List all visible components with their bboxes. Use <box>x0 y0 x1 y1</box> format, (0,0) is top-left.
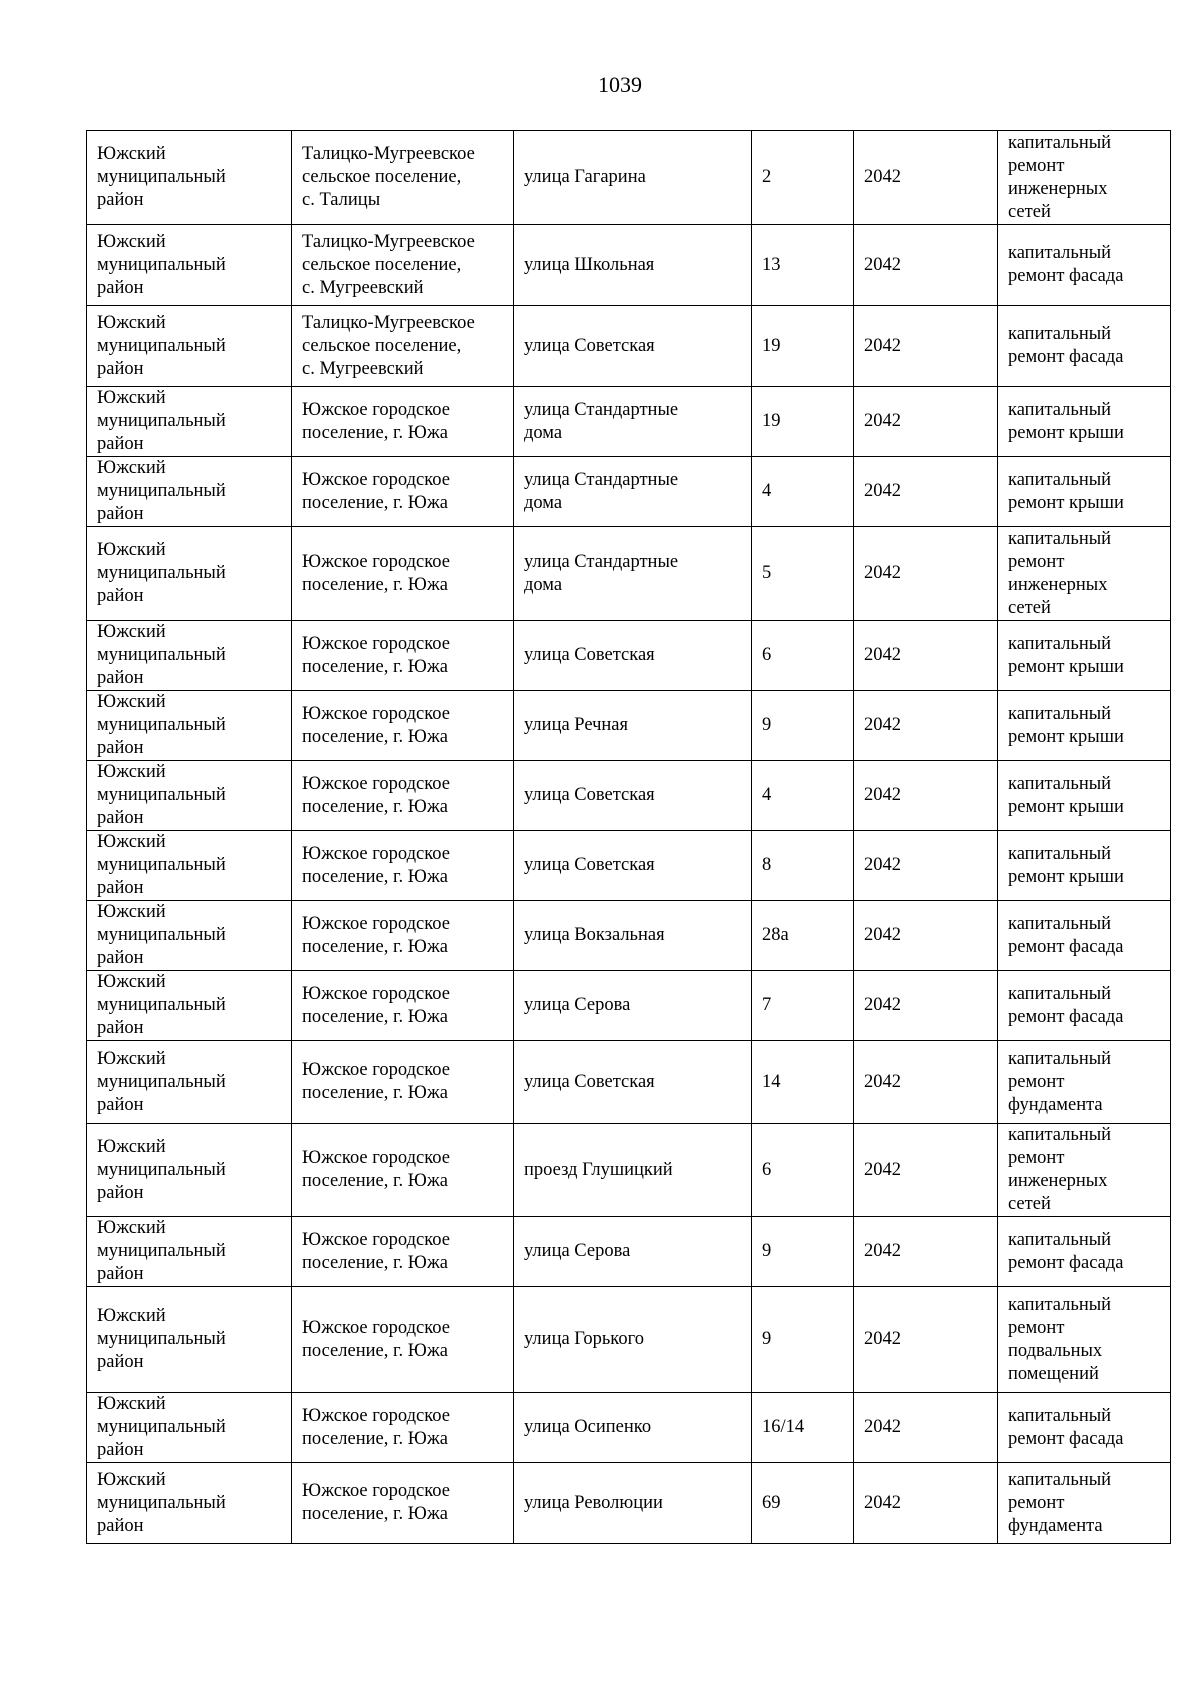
work-type-cell: капитальный ремонт крыши <box>998 831 1171 901</box>
house-number-cell: 16/14 <box>752 1393 854 1463</box>
street-cell: улица Стандартные дома <box>514 387 752 457</box>
table-row <box>87 1217 1171 1287</box>
street-cell: улица Гагарина <box>514 131 752 225</box>
settlement-cell: Южское городское поселение, г. Южа <box>292 1287 514 1393</box>
street-cell: улица Стандартные дома <box>514 457 752 527</box>
district-cell: Южский муниципальный район <box>87 306 292 387</box>
table-row <box>87 761 1171 831</box>
table-row <box>87 1463 1171 1544</box>
work-type-cell: капитальный ремонт фасада <box>998 971 1171 1041</box>
year-cell: 2042 <box>854 1287 998 1393</box>
table-row <box>87 621 1171 691</box>
settlement-cell: Южское городское поселение, г. Южа <box>292 831 514 901</box>
district-cell: Южский муниципальный район <box>87 831 292 901</box>
year-cell: 2042 <box>854 225 998 306</box>
street-cell: улица Советская <box>514 1041 752 1124</box>
table-row <box>87 225 1171 306</box>
house-number-cell: 9 <box>752 691 854 761</box>
work-type-cell: капитальный ремонт инженерных сетей <box>998 131 1171 225</box>
house-number-cell: 8 <box>752 831 854 901</box>
street-cell: улица Революции <box>514 1463 752 1544</box>
year-cell: 2042 <box>854 1217 998 1287</box>
house-number-cell: 28а <box>752 901 854 971</box>
street-cell: улица Серова <box>514 971 752 1041</box>
work-type-cell: капитальный ремонт подвальных помещений <box>998 1287 1171 1393</box>
settlement-cell: Южское городское поселение, г. Южа <box>292 621 514 691</box>
table-row <box>87 691 1171 761</box>
table-row <box>87 1124 1171 1217</box>
work-type-cell: капитальный ремонт инженерных сетей <box>998 1124 1171 1217</box>
district-cell: Южский муниципальный район <box>87 971 292 1041</box>
street-cell: улица Вокзальная <box>514 901 752 971</box>
work-type-cell: капитальный ремонт фасада <box>998 1393 1171 1463</box>
house-number-cell: 19 <box>752 306 854 387</box>
house-number-cell: 69 <box>752 1463 854 1544</box>
work-type-cell: капитальный ремонт фундамента <box>998 1041 1171 1124</box>
work-type-cell: капитальный ремонт фасада <box>998 901 1171 971</box>
work-type-cell: капитальный ремонт фасада <box>998 306 1171 387</box>
settlement-cell: Южское городское поселение, г. Южа <box>292 1217 514 1287</box>
settlement-cell: Южское городское поселение, г. Южа <box>292 691 514 761</box>
settlement-cell: Южское городское поселение, г. Южа <box>292 1124 514 1217</box>
house-number-cell: 19 <box>752 387 854 457</box>
year-cell: 2042 <box>854 457 998 527</box>
street-cell: улица Речная <box>514 691 752 761</box>
district-cell: Южский муниципальный район <box>87 457 292 527</box>
street-cell: улица Стандартные дома <box>514 527 752 621</box>
settlement-cell: Южское городское поселение, г. Южа <box>292 971 514 1041</box>
work-type-cell: капитальный ремонт инженерных сетей <box>998 527 1171 621</box>
district-cell: Южский муниципальный район <box>87 131 292 225</box>
work-type-cell: капитальный ремонт крыши <box>998 761 1171 831</box>
house-number-cell: 6 <box>752 621 854 691</box>
work-type-cell: капитальный ремонт фундамента <box>998 1463 1171 1544</box>
year-cell: 2042 <box>854 1393 998 1463</box>
table-row <box>87 901 1171 971</box>
street-cell: улица Серова <box>514 1217 752 1287</box>
table-row <box>87 971 1171 1041</box>
district-cell: Южский муниципальный район <box>87 1463 292 1544</box>
house-number-cell: 6 <box>752 1124 854 1217</box>
street-cell: улица Советская <box>514 306 752 387</box>
settlement-cell: Южское городское поселение, г. Южа <box>292 457 514 527</box>
settlement-cell: Талицко-Мугреевское сельское поселение, с. Мугреевский <box>292 306 514 387</box>
street-cell: улица Советская <box>514 761 752 831</box>
settlement-cell: Южское городское поселение, г. Южа <box>292 1463 514 1544</box>
district-cell: Южский муниципальный район <box>87 387 292 457</box>
street-cell: улица Школьная <box>514 225 752 306</box>
table-row <box>87 1287 1171 1393</box>
year-cell: 2042 <box>854 691 998 761</box>
work-type-cell: капитальный ремонт крыши <box>998 387 1171 457</box>
settlement-cell: Талицко-Мугреевское сельское поселение, с. Мугреевский <box>292 225 514 306</box>
district-cell: Южский муниципальный район <box>87 225 292 306</box>
year-cell: 2042 <box>854 306 998 387</box>
table-row <box>87 306 1171 387</box>
work-type-cell: капитальный ремонт крыши <box>998 457 1171 527</box>
district-cell: Южский муниципальный район <box>87 1041 292 1124</box>
street-cell: улица Осипенко <box>514 1393 752 1463</box>
year-cell: 2042 <box>854 1463 998 1544</box>
work-type-cell: капитальный ремонт фасада <box>998 225 1171 306</box>
work-type-cell: капитальный ремонт фасада <box>998 1217 1171 1287</box>
district-cell: Южский муниципальный район <box>87 901 292 971</box>
year-cell: 2042 <box>854 387 998 457</box>
district-cell: Южский муниципальный район <box>87 1217 292 1287</box>
house-number-cell: 4 <box>752 457 854 527</box>
table-row <box>87 387 1171 457</box>
year-cell: 2042 <box>854 621 998 691</box>
settlement-cell: Южское городское поселение, г. Южа <box>292 387 514 457</box>
house-number-cell: 4 <box>752 761 854 831</box>
settlement-cell: Южское городское поселение, г. Южа <box>292 1041 514 1124</box>
year-cell: 2042 <box>854 1124 998 1217</box>
year-cell: 2042 <box>854 901 998 971</box>
table-row <box>87 831 1171 901</box>
repair-schedule-table <box>86 130 1171 1544</box>
street-cell: проезд Глушицкий <box>514 1124 752 1217</box>
house-number-cell: 9 <box>752 1287 854 1393</box>
house-number-cell: 2 <box>752 131 854 225</box>
settlement-cell: Талицко-Мугреевское сельское поселение, с. Талицы <box>292 131 514 225</box>
table-body <box>87 131 1171 1544</box>
year-cell: 2042 <box>854 1041 998 1124</box>
table-row <box>87 527 1171 621</box>
table-row <box>87 1393 1171 1463</box>
table-row <box>87 1041 1171 1124</box>
district-cell: Южский муниципальный район <box>87 691 292 761</box>
district-cell: Южский муниципальный район <box>87 761 292 831</box>
work-type-cell: капитальный ремонт крыши <box>998 691 1171 761</box>
year-cell: 2042 <box>854 761 998 831</box>
house-number-cell: 9 <box>752 1217 854 1287</box>
table-row <box>87 131 1171 225</box>
district-cell: Южский муниципальный район <box>87 621 292 691</box>
table-row <box>87 457 1171 527</box>
district-cell: Южский муниципальный район <box>87 1287 292 1393</box>
street-cell: улица Советская <box>514 621 752 691</box>
house-number-cell: 5 <box>752 527 854 621</box>
district-cell: Южский муниципальный район <box>87 527 292 621</box>
year-cell: 2042 <box>854 131 998 225</box>
work-type-cell: капитальный ремонт крыши <box>998 621 1171 691</box>
district-cell: Южский муниципальный район <box>87 1124 292 1217</box>
house-number-cell: 7 <box>752 971 854 1041</box>
settlement-cell: Южское городское поселение, г. Южа <box>292 527 514 621</box>
district-cell: Южский муниципальный район <box>87 1393 292 1463</box>
settlement-cell: Южское городское поселение, г. Южа <box>292 761 514 831</box>
house-number-cell: 14 <box>752 1041 854 1124</box>
year-cell: 2042 <box>854 527 998 621</box>
street-cell: улица Советская <box>514 831 752 901</box>
house-number-cell: 13 <box>752 225 854 306</box>
settlement-cell: Южское городское поселение, г. Южа <box>292 1393 514 1463</box>
year-cell: 2042 <box>854 971 998 1041</box>
settlement-cell: Южское городское поселение, г. Южа <box>292 901 514 971</box>
page-number: 1039 <box>598 72 642 97</box>
street-cell: улица Горького <box>514 1287 752 1393</box>
year-cell: 2042 <box>854 831 998 901</box>
